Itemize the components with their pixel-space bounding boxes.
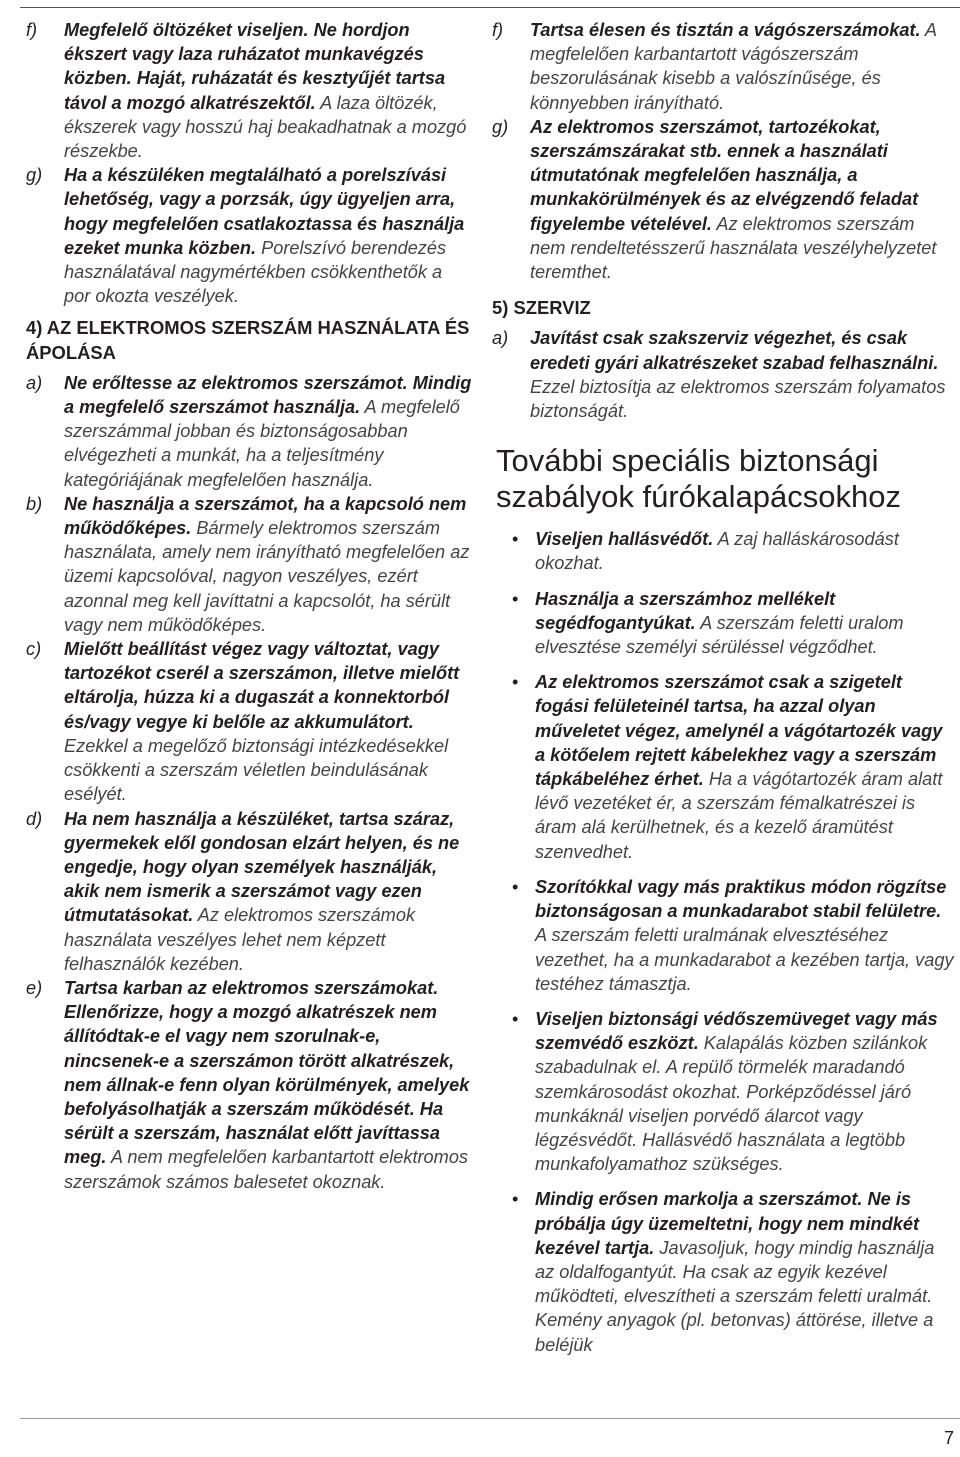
right-column xyxy=(492,18,954,1368)
list-item-a xyxy=(492,326,954,423)
bullet-item xyxy=(492,1187,954,1356)
item-label: f) xyxy=(492,20,504,40)
item-label: a) xyxy=(492,328,509,349)
list-item-b xyxy=(26,492,472,637)
list-item-g xyxy=(26,163,472,308)
bullet-text: Javasoljuk, hogy mindig használja az oldalfogantyút. Ha csak az egyik kezével működteti, elveszítheti a szerszám feletti uralmát. Kemény anyagok (pl. betonvas) áttörése, illetve a beléjük xyxy=(535,1237,935,1355)
bullet-item xyxy=(492,1007,954,1176)
item-bold-text: Javítást csak szakszerviz végezhet, és csak eredeti gyári alkatrészeket szabad felhasználni. xyxy=(530,328,939,373)
bullet-icon: • xyxy=(512,672,519,693)
bullet-item xyxy=(492,527,954,575)
item-label: f) xyxy=(26,20,38,40)
bullet-text: Ha a vágótartozék áram alatt lévő vezetéket ér, a szerszám fémalkatrészei is áram alá kerülhetnek, és a kezelő áramütést szenvedhet. xyxy=(535,769,943,862)
item-label: g) xyxy=(492,116,509,137)
item-bold-text: Az elektromos szerszámot, tartozékokat, szerszámszárakat stb. ennek a használati útmutatónak megfelelően használja, a munkakörülmények és az elvégzendő feladat figyelembe vételével. xyxy=(530,116,919,234)
section-heading-5: 5) SZERVIZ xyxy=(492,297,591,319)
bullet-icon: • xyxy=(512,529,519,550)
list-item-a xyxy=(26,371,472,492)
item-label: c) xyxy=(26,639,42,660)
bullet-bold-text: Viseljen hallásvédőt. xyxy=(535,529,714,550)
item-text: Ezekkel a megelőző biztonsági intézkedésekkel csökkenti a szerszám véletlen beindulásának esélyét. xyxy=(64,735,449,805)
list-item-c xyxy=(26,637,472,806)
list-item-f xyxy=(26,18,472,163)
item-text: Porelszívó berendezés használatával nagymértékben csökkenthetők a por okozta veszélyek. xyxy=(64,237,447,307)
bullet-bold-text: Használja a szerszámhoz mellékelt segédfogantyúkat. xyxy=(535,588,836,633)
item-text: Az elektromos szerszám nem rendeltetésszerű használata veszélyhelyzetet teremthet. xyxy=(530,213,937,283)
item-bold-text: Ne erőltesse az elektromos szerszámot. Mindig a megfelelő szerszámot használja. xyxy=(64,372,472,418)
item-text: Bármely elektromos szerszám használata, amely nem irányítható megfelelően az üzemi kapcsolóval, nagyon veszélyes, ezért azonnal meg kell javíttatni a kapcsolót, ha sérült vagy nem működőképes. xyxy=(64,518,470,635)
item-label: a) xyxy=(26,372,43,393)
item-bold-text: Megfelelő öltözéket viseljen. Ne hordjon ékszert vagy laza ruházatot munkavégzés közben. Haját, ruházatát és kesztyűjét tartsa távol a mozgó alkatrészektől. xyxy=(64,20,446,113)
item-text: A megfelelően karbantartott vágószerszám beszorulásának kisebb a valószínűsége, és könnyebben irányítható. xyxy=(530,20,937,113)
bullet-icon: • xyxy=(512,1189,519,1210)
item-text: A laza öltözék, ékszerek vagy hosszú haj beakadhatnak a mozgó részekbe. xyxy=(64,92,467,162)
bullet-text: A zaj halláskárosodást okozhat. xyxy=(535,529,899,574)
item-bold-text: Tartsa karban az elektromos szerszámokat. Ellenőrizze, hogy a mozgó alkatrészek nem állítódtak-e el vagy nem szorulnak-e, nincsenek-e a szerszámon törött alkatrészek, nem állnak-e fenn olyan körülmények, amelyek befolyásolhatják a szerszám működését. Ha sérült a szerszám, használat előtt javíttassa meg. xyxy=(64,977,470,1168)
bullet-item xyxy=(492,670,954,864)
list-item-d xyxy=(26,807,472,976)
item-bold-text: Tartsa élesen és tisztán a vágószerszámokat. xyxy=(530,20,921,40)
bullet-icon: • xyxy=(512,1008,519,1029)
section-heading-4: 4) AZ ELEKTROMOS SZERSZÁM HASZNÁLATA ÉS ÁPOLÁSA xyxy=(26,317,470,363)
bullet-bold-text: Az elektromos szerszámot csak a szigetelt fogási felületeinél tartsa, ha azzal olyan műveletet végez, amelynél a vágótartozék vagy a kötőelem rejtett kábelekhez vagy a szerszám tápkábeléhez érhet. xyxy=(535,672,943,790)
bullet-bold-text: Viseljen biztonsági védőszemüveget vagy más szemvédő eszközt. xyxy=(535,1008,938,1054)
item-label: b) xyxy=(26,493,43,514)
item-text: Ezzel biztosítja az elektromos szerszám folyamatos biztonságát. xyxy=(530,376,946,422)
item-text: A megfelelő szerszámmal jobban és biztonságosabban elvégezheti a munkát, ha a teljesítmény kategóriájának megfelelően használja. xyxy=(64,397,460,490)
left-column xyxy=(26,18,472,1194)
bottom-rule xyxy=(20,1418,960,1419)
item-bold-text: Ha a készüléken megtalálható a porelszívási lehetőség, vagy a porzsák, úgy ügyeljen arra, hogy megfelelően csatlakoztassa és használja ezeket munka közben. xyxy=(64,165,465,258)
item-label: d) xyxy=(26,808,43,829)
item-label: g) xyxy=(26,165,43,186)
list-item-e xyxy=(26,976,472,1194)
bullet-icon: • xyxy=(512,876,519,897)
bullet-item xyxy=(492,587,954,660)
item-text: A nem megfelelően karbantartott elektromos szerszámok számos balesetet okoznak. xyxy=(64,1147,469,1192)
item-text: Az elektromos szerszámok használata veszélyes lehet nem képzett felhasználók kezében. xyxy=(64,905,416,974)
list-item-g xyxy=(492,115,954,284)
list-item-f xyxy=(492,18,954,115)
bullet-item xyxy=(492,875,954,996)
item-label: e) xyxy=(26,977,43,998)
bullet-text: A szerszám feletti uralom elvesztése személyi sérüléssel végződhet. xyxy=(535,612,904,658)
bullet-icon: • xyxy=(512,588,519,609)
item-bold-text: Ne használja a szerszámot, ha a kapcsoló nem működőképes. xyxy=(64,493,467,539)
bullet-bold-text: Mindig erősen markolja a szerszámot. Ne is próbálja úgy üzemeltetni, hogy nem mindkét kezével tartja. xyxy=(535,1189,920,1258)
top-rule xyxy=(20,7,960,8)
page-title: További speciális biztonsági szabályok fúrókalapácsokhoz xyxy=(496,443,901,515)
bullet-text: Kalapálás közben szilánkok szabadulnak el. A repülő törmelék maradandó szemkárosodást okozhat. Porképződéssel járó munkáknál viseljen porvédő álarcot vagy légzésvédőt. Hallásvédő használata a legtöbb munkafolyamathoz szükséges. xyxy=(535,1033,928,1175)
item-bold-text: Ha nem használja a készüléket, tartsa száraz, gyermekek elől gondosan elzárt helyen, és ne engedje, hogy olyan személyek használják, akik nem ismerik a szerszámot vagy ezen útmutatásokat. xyxy=(64,808,460,926)
item-bold-text: Mielőtt beállítást végez vagy változtat, vagy tartozékot cserél a szerszámon, illetve mielőtt eltárolja, húzza ki a dugaszát a konnektorból és/vagy vegye ki belőle az akkumulátort. xyxy=(64,639,460,732)
bullet-text: A szerszám feletti uralmának elvesztéséhez vezethet, ha a munkadarabot a kezében tartja, vagy testéhez támasztja. xyxy=(535,925,954,994)
page-number: 7 xyxy=(943,1428,954,1448)
bullet-bold-text: Szorítókkal vagy más praktikus módon rögzítse biztonságosan a munkadarabot stabil felületre. xyxy=(535,876,947,922)
